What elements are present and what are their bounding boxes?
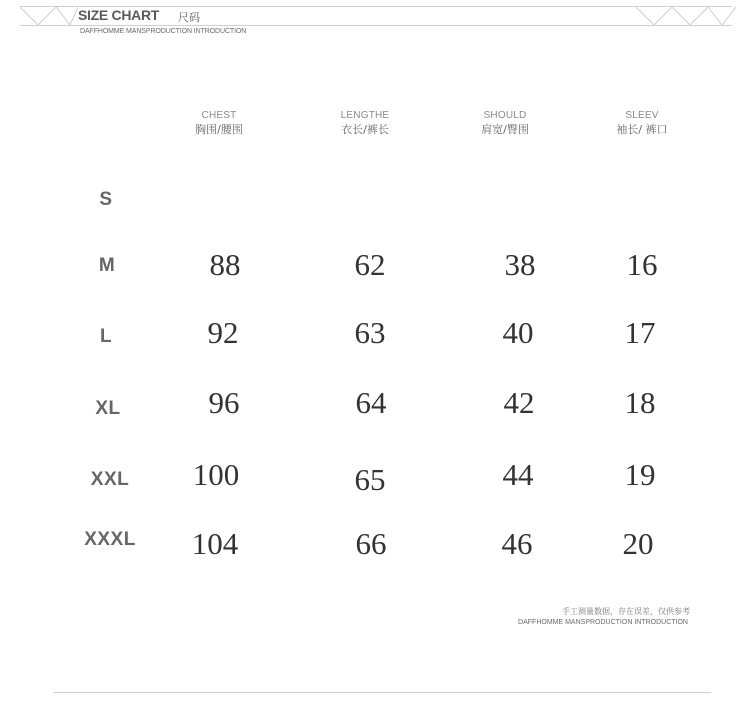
size-label-l: L	[99, 326, 113, 347]
table-cell-xl-sleeve: 18	[624, 385, 656, 420]
table-cell-m-shoulder: 38	[504, 247, 536, 282]
bottom-divider	[54, 692, 711, 693]
table-cell-m-length: 62	[354, 247, 386, 282]
table-cell-xxl-sleeve: 19	[624, 457, 656, 492]
column-header-label: LENGTHE	[340, 110, 390, 121]
page-subtitle: DAFFHOMME MANSPRODUCTION INTRODUCTION	[80, 28, 247, 35]
table-cell-xxxl-shoulder: 46	[501, 526, 533, 561]
table-cell-xxl-chest: 100	[192, 457, 240, 492]
footnote-cn: 手工测量数据，存在误差，仅供参考	[562, 607, 690, 616]
table-cell-m-sleeve: 16	[626, 247, 658, 282]
table-cell-xl-chest: 96	[208, 385, 240, 420]
size-label-xxxl: XXXL	[84, 529, 136, 550]
table-cell-xxxl-chest: 104	[191, 526, 239, 561]
page-title-cn: 尺码	[178, 11, 200, 24]
table-cell-xxxl-sleeve: 20	[622, 526, 654, 561]
table-cell-xl-length: 64	[355, 385, 387, 420]
table-cell-l-shoulder: 40	[502, 315, 534, 350]
column-header-label-cn: 袖长/ 裤口	[616, 123, 668, 136]
table-cell-xxxl-length: 66	[355, 526, 387, 561]
column-header-label-cn: 衣长/裤长	[341, 123, 389, 136]
footnote-en: DAFFHOMME MANSPRODUCTION INTRODUCTION	[518, 619, 688, 626]
column-header-shoulder	[450, 109, 560, 137]
table-cell-xl-shoulder: 42	[503, 385, 535, 420]
column-header-chest	[164, 109, 274, 137]
size-label-xl: XL	[95, 398, 121, 419]
size-label-xxl: XXL	[90, 469, 130, 490]
column-header-length	[310, 109, 420, 137]
table-cell-l-length: 63	[354, 315, 386, 350]
column-header-label: SLEEV	[625, 110, 659, 121]
table-cell-xxl-shoulder: 44	[502, 457, 534, 492]
column-header-sleeve	[587, 109, 697, 137]
column-header-label-cn: 肩宽/臀围	[481, 123, 529, 136]
column-header-label: SHOULD	[483, 110, 527, 121]
table-cell-l-chest: 92	[207, 315, 239, 350]
column-header-label-cn: 胸围/腰围	[195, 123, 243, 136]
size-label-m: M	[98, 255, 116, 276]
table-cell-xxl-length: 65	[354, 462, 386, 497]
zigzag-decoration-right-icon	[636, 6, 736, 26]
page-title: SIZE CHART	[78, 7, 160, 23]
table-cell-l-sleeve: 17	[624, 315, 656, 350]
size-label-s: S	[99, 189, 113, 210]
column-header-label: CHEST	[201, 110, 237, 121]
table-cell-m-chest: 88	[209, 247, 241, 282]
zigzag-decoration-left-icon	[20, 6, 78, 26]
